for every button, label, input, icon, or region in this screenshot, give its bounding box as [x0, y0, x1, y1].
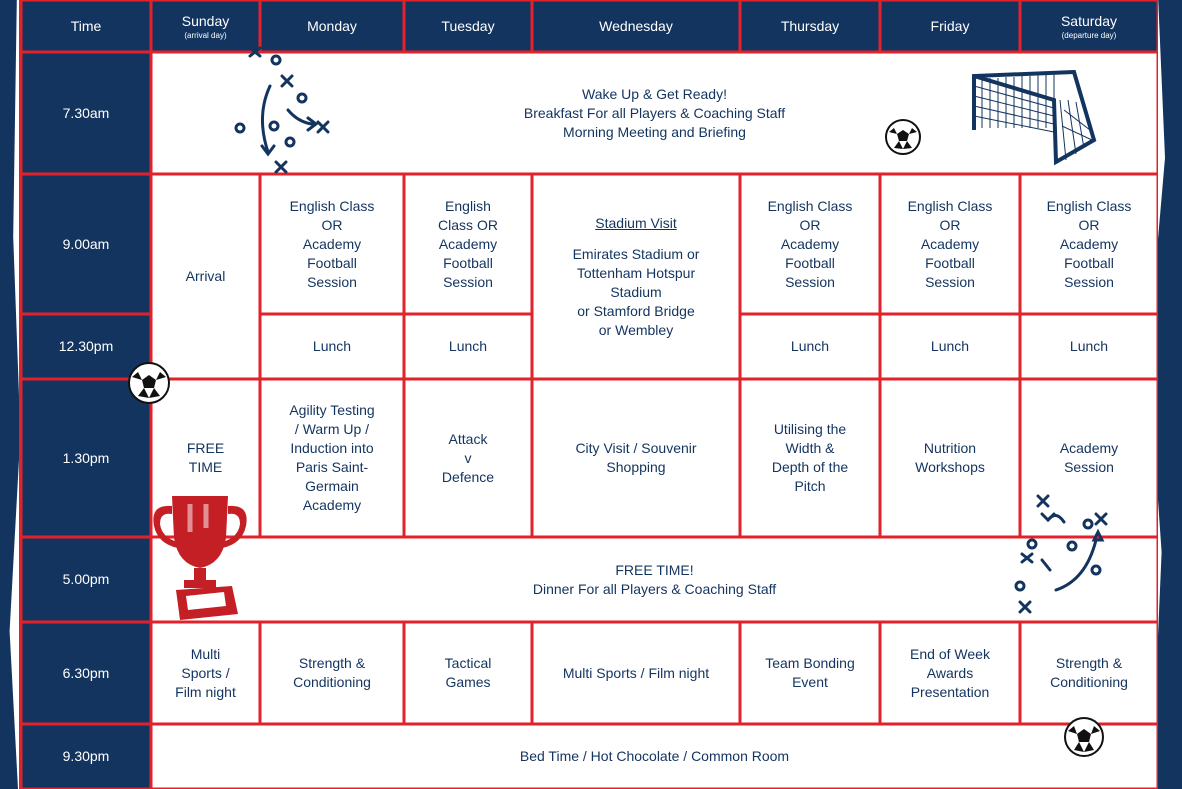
schedule-grid [19, 0, 1156, 789]
evening-tuesday: Tactical Games [404, 622, 532, 724]
evening-friday: End of Week Awards Presentation [880, 622, 1020, 724]
evening-saturday: Strength & Conditioning [1020, 622, 1158, 724]
time-slot: 1.30pm [21, 379, 151, 537]
header-tuesday: Tuesday [404, 0, 532, 52]
evening-sunday: Multi Sports / Film night [151, 622, 260, 724]
session-sunday-pm: FREE TIME [151, 379, 260, 537]
lunch-saturday: Lunch [1020, 314, 1158, 379]
time-slot: 9.30pm [21, 724, 151, 789]
header-friday: Friday [880, 0, 1020, 52]
header-time: Time [21, 0, 151, 52]
free-time-dinner: FREE TIME! Dinner For all Players & Coaching Staff [151, 537, 1158, 622]
lunch-thursday: Lunch [740, 314, 880, 379]
stadium-visit-title: Stadium Visit [595, 214, 677, 231]
morning-routine: Wake Up & Get Ready! Breakfast For all Players & Coaching Staff Morning Meeting and Briefing [151, 52, 1158, 174]
time-slot: 5.00pm [21, 537, 151, 622]
session-monday-am: English Class OR Academy Football Session [260, 174, 404, 314]
session-tuesday-pm: Attack v Defence [404, 379, 532, 537]
session-saturday-pm: Academy Session [1020, 379, 1158, 537]
session-thursday-am: English Class OR Academy Football Session [740, 174, 880, 314]
session-tuesday-am: English Class OR Academy Football Session [404, 174, 532, 314]
time-slot: 6.30pm [21, 622, 151, 724]
session-monday-pm: Agility Testing / Warm Up / Induction into Paris Saint- Germain Academy [260, 379, 404, 537]
session-wednesday-pm: City Visit / Souvenir Shopping [532, 379, 740, 537]
evening-monday: Strength & Conditioning [260, 622, 404, 724]
header-sunday: Sunday (arrival day) [151, 0, 260, 52]
header-thursday: Thursday [740, 0, 880, 52]
bedtime: Bed Time / Hot Chocolate / Common Room [151, 724, 1158, 789]
lunch-monday: Lunch [260, 314, 404, 379]
session-friday-am: English Class OR Academy Football Session [880, 174, 1020, 314]
evening-thursday: Team Bonding Event [740, 622, 880, 724]
header-saturday: Saturday (departure day) [1020, 0, 1158, 52]
time-slot: 7.30am [21, 52, 151, 174]
lunch-tuesday: Lunch [404, 314, 532, 379]
evening-wednesday: Multi Sports / Film night [532, 622, 740, 724]
session-thursday-pm: Utilising the Width & Depth of the Pitch [740, 379, 880, 537]
stadium-visit-body: Emirates Stadium or Tottenham Hotspur Stadium or Stamford Bridge or Wembley [572, 245, 700, 338]
header-monday: Monday [260, 0, 404, 52]
arrival-cell: Arrival [151, 174, 260, 379]
stadium-visit [532, 174, 740, 379]
time-slot: 12.30pm [21, 314, 151, 379]
header-wednesday: Wednesday [532, 0, 740, 52]
session-saturday-am: English Class OR Academy Football Session [1020, 174, 1158, 314]
lunch-friday: Lunch [880, 314, 1020, 379]
time-slot: 9.00am [21, 174, 151, 314]
session-friday-pm: Nutrition Workshops [880, 379, 1020, 537]
